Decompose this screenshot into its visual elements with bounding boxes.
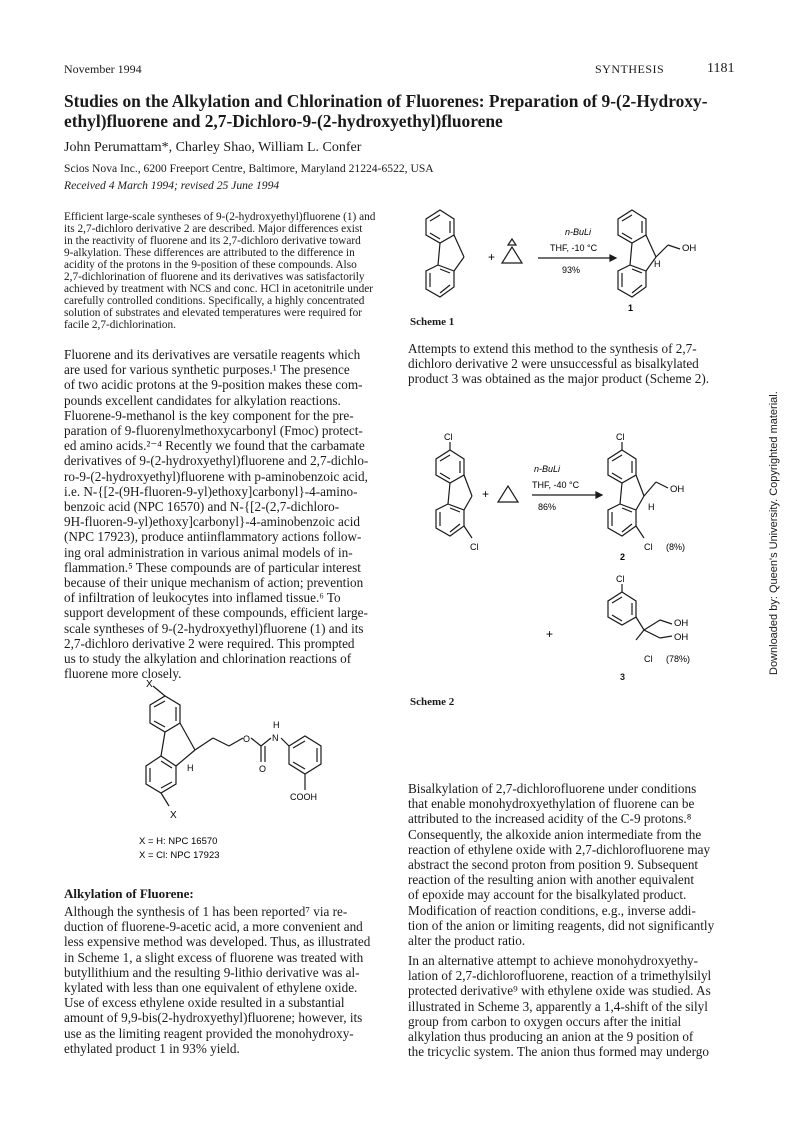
article-title [64, 91, 744, 131]
body-line: Modification of reaction conditions, e.g., inverse addi- [408, 902, 696, 918]
cl-top-product-2: Cl [616, 432, 625, 442]
body-line: that enable monohydroxyethylation of fluorene can be [408, 796, 695, 812]
journal-name: SYNTHESIS [595, 62, 665, 76]
scheme-2-reagent-1: n-BuLi [534, 464, 561, 474]
abstract-line: carefully controlled conditions. Specifically, a highly concentrated [64, 295, 365, 308]
abstract-line: its 2,7-dichloro derivative 2 are described. Major differences exist [64, 223, 363, 236]
intro-paragraph [64, 347, 390, 681]
abstract-line: facile 2,7-dichlorination. [64, 319, 176, 332]
body-line: attributed to the increased acidity of the C-9 protons.⁸ [408, 811, 692, 827]
body-line: benzoic acid (NPC 16570) and N-{[2-(2,7-dichloro- [64, 499, 340, 515]
cooh-label: COOH [290, 792, 317, 802]
x-lower-label: X [170, 810, 177, 821]
body-line: Bisalkylation of 2,7-dichlorofluorene under conditions [408, 781, 697, 796]
product-3-yield: (78%) [666, 654, 691, 664]
scheme-1-diagram [410, 205, 745, 315]
download-watermark: Downloaded by: Queen's University. Copyrighted material. [768, 391, 780, 675]
body-line: Although the synthesis of 1 has been reported⁷ via re- [64, 904, 348, 919]
body-line: less expensive method was developed. Thus, as illustrated [64, 934, 371, 950]
body-line: ethylated product 1 in 93% yield. [64, 1040, 240, 1056]
body-line: pounds excellent candidates for alkylation reactions. [64, 392, 341, 408]
received-dates: Received 4 March 1994; revised 25 June 1994 [64, 179, 280, 192]
abstract-line: in the reactivity of fluorene and its 2,7-dichloro derivative toward [64, 235, 361, 248]
body-line: product 3 was obtained as the major product (Scheme 2). [408, 371, 710, 387]
abstract [64, 211, 390, 331]
cl-top-reactant: Cl [444, 432, 453, 442]
product-3-number: 3 [620, 672, 626, 682]
scheme-2-plus: + [482, 487, 490, 501]
alkylation-paragraph [64, 904, 390, 1056]
npc-legend-1: X = H: NPC 16570 [139, 836, 218, 847]
title-line-1: Studies on the Alkylation and Chlorination of Fluorenes: Preparation of 9-(2-Hydroxy- [64, 91, 708, 111]
body-line: reaction of ethylene oxide with 2,7-dichlorofluorene may [408, 841, 711, 857]
scheme-1-reagent-1: n-BuLi [565, 227, 592, 237]
scheme-2-diagram [410, 430, 745, 670]
nh-label: H [273, 720, 280, 730]
npc-structure-diagram [125, 680, 365, 870]
issue-date: November 1994 [64, 62, 142, 76]
cl-top-product-3: Cl [616, 574, 625, 584]
alternative-paragraph [408, 953, 734, 1059]
body-line: abstract the second proton from position 9. Subsequent [408, 857, 699, 873]
o-carbonyl-label: O [259, 764, 267, 774]
body-line: fluorene more closely. [64, 666, 182, 682]
body-line: paration of 9-fluorenylmethoxycarbonyl (Fmoc) protect- [64, 423, 363, 439]
section-heading-alkylation: Alkylation of Fluorene: [64, 886, 194, 901]
body-line: Use of excess ethylene oxide resulted in a substantial [64, 995, 345, 1011]
body-line: illustrated in Scheme 3, apparently a 1,4-shift of the silyl [408, 998, 708, 1014]
scheme-1-label: Scheme 1 [410, 316, 455, 328]
body-line: us to study the alkylation and chlorination reactions of [64, 651, 352, 667]
title-line-2: ethyl)fluorene and 2,7-Dichloro-9-(2-hydroxyethyl)fluorene [64, 111, 503, 131]
body-line: of epoxide may account for the bisalkylated product. [408, 887, 687, 903]
body-line: alkylation thus producing an anion at the 9 position of [408, 1029, 694, 1045]
abstract-line: solution of substrates and elevated temperatures were required for [64, 307, 362, 320]
body-line: of two acidic protons at the 9-position makes these com- [64, 377, 363, 393]
cl-bottom-reactant: Cl [470, 542, 479, 552]
product-3-oh-2: OH [674, 632, 689, 643]
abstract-line: acidity of the protons in the 9-position of these compounds. Also [64, 259, 357, 272]
scheme-1-plus: + [488, 250, 496, 264]
body-line: kylated with less than one equivalent of ethylene oxide. [64, 980, 358, 996]
n-label: N [272, 733, 279, 743]
scheme-1-oh: OH [682, 243, 697, 254]
x-upper-label: X [146, 680, 153, 690]
body-line: derivatives of 9-(2-hydroxyethyl)fluorene and 2,7-dichlo- [64, 453, 369, 469]
right-intro-paragraph [408, 341, 734, 387]
abstract-line: achieved by treatment with NCS and conc. HCl in acetonitrile under [64, 283, 374, 296]
body-line: 9H-fluoren-9-yl)ethoxy]carbonyl}-4-aminobenzoic acid [64, 514, 360, 530]
body-line: of infiltration of leukocytes into inflamed tissue.⁶ To [64, 590, 341, 606]
abstract-line: 2,7-dichlorination of fluorene and its derivatives was satisfactorily [64, 271, 365, 284]
cl-bottom-product-3: Cl [644, 654, 653, 664]
body-line: because of their unique mechanism of action; prevention [64, 575, 364, 591]
o-ether-label: O [243, 734, 251, 744]
scheme-2-reagent-2: THF, -40 °C [532, 480, 580, 490]
scheme-2-yield: 86% [538, 502, 557, 512]
scheme-2-label: Scheme 2 [410, 696, 455, 708]
scheme-1-yield: 93% [562, 265, 581, 275]
product-2-number: 2 [620, 552, 626, 562]
body-line: the tricyclic system. The anion thus formed may undergo [408, 1044, 709, 1060]
scheme-1-h: H [654, 259, 661, 269]
scheme-1-reagent-2: THF, -10 °C [550, 243, 598, 253]
body-line: Fluorene-9-methanol is the key component for the pre- [64, 407, 354, 423]
cl-bottom-product-2: Cl [644, 542, 653, 552]
bisalkylation-paragraph [408, 781, 734, 948]
product-2-yield: (8%) [666, 542, 686, 552]
body-line: i.e. N-{[2-(9H-fluoren-9-yl)ethoxy]carbonyl}-4-amino- [64, 483, 358, 499]
body-line: Consequently, the alkoxide anion intermediate from the [408, 826, 702, 842]
body-line: (NPC 17923), produce antiinflammatory actions follow- [64, 529, 362, 545]
abstract-line: 9-alkylation. These differences are attributed to the difference in [64, 247, 355, 260]
body-line: flammation.⁵ These compounds are of particular interest [64, 559, 361, 575]
page-number: 1181 [707, 61, 735, 76]
body-line: reaction of the resulting anion with another equivalent [408, 872, 695, 888]
body-line: amount of 9,9-bis(2-hydroxyethyl)fluorene; however, its [64, 1010, 363, 1026]
npc-legend-2: X = Cl: NPC 17923 [139, 850, 220, 861]
body-line: in Scheme 1, a slight excess of fluorene was treated with [64, 949, 364, 965]
body-line: dichloro derivative 2 were unsuccessful as bisalkylated [408, 356, 699, 372]
body-line: use as the limiting reagent provided the monohydroxy- [64, 1025, 354, 1041]
product-2-h: H [648, 502, 655, 512]
body-line: support development of these compounds, efficient large- [64, 605, 368, 621]
body-line: ing oral administration in various animal models of in- [64, 544, 353, 560]
abstract-line: Efficient large-scale syntheses of 9-(2-hydroxyethyl)fluorene (1) and [64, 211, 376, 223]
body-line: scale syntheses of 9-(2-hydroxyethyl)fluorene (1) and its [64, 620, 364, 636]
body-line: protected derivative⁹ with ethylene oxide was studied. As [408, 983, 711, 999]
product-3-oh-1: OH [674, 618, 689, 629]
body-line: butyllithium and the resulting 9-lithio derivative was al- [64, 964, 360, 980]
body-line: ed amino acids.²⁻⁴ Recently we found that the carbamate [64, 438, 365, 454]
product-2-oh: OH [670, 484, 685, 495]
body-line: alter the product ratio. [408, 933, 526, 949]
scheme-2-plus-2: + [546, 627, 554, 641]
body-line: duction of fluorene-9-acetic acid, a more convenient and [64, 919, 363, 935]
body-line: 2,7-dichloro derivative 2 were required. This prompted [64, 635, 355, 651]
h-label: H [187, 763, 194, 773]
scheme-1-product-number: 1 [628, 303, 634, 313]
body-line: Attempts to extend this method to the synthesis of 2,7- [408, 341, 697, 356]
body-line: Fluorene and its derivatives are versatile reagents which [64, 347, 361, 362]
body-line: ro-9-(2-hydroxyethyl)fluorene with p-aminobenzoic acid, [64, 468, 368, 484]
body-line: are used for various synthetic purposes.¹ The presence [64, 362, 350, 378]
body-line: In an alternative attempt to achieve monohydroxyethy- [408, 953, 699, 968]
body-line: tion of the anion or limiting reagents, did not significantly [408, 917, 715, 933]
affiliation: Scios Nova Inc., 6200 Freeport Centre, Baltimore, Maryland 21224-6522, USA [64, 162, 434, 175]
body-line: group from carbon to oxygen occurs after the initial [408, 1013, 682, 1029]
authors: John Perumattam*, Charley Shao, William L. Confer [64, 140, 362, 155]
body-line: lation of 2,7-dichlorofluorene, reaction of a trimethylsilyl [408, 968, 712, 984]
